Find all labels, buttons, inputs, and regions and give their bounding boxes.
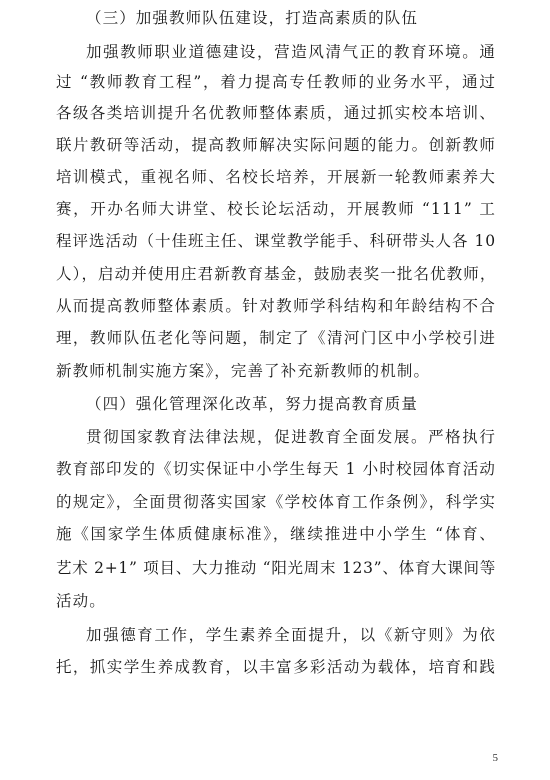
page-number: 5 (492, 752, 498, 764)
paragraph-line: 艺术 2+1” 项目、大力推动 “阳光周末 123”、体育大课间等 (56, 559, 496, 577)
paragraph-line: 过 “教师教育工程”，着力提高专任教师的业务水平，通过 (56, 73, 496, 91)
paragraph-line: 培训模式，重视名师、名校长培养，开展新一轮教师素养大 (56, 168, 496, 186)
paragraph-line: 从而提高教师整体素质。针对教师学科结构和年龄结构不合 (56, 297, 496, 315)
section-heading-4: （四）强化管理深化改革，努力提高教育质量 (86, 395, 419, 413)
paragraph-line: 程评选活动（十佳班主任、课堂教学能手、科研带头人各 10 (56, 232, 496, 250)
paragraph-line: 联片教研等活动，提高教师解决实际问题的能力。创新教师 (56, 136, 496, 154)
paragraph-line: 加强教师职业道德建设，营造风清气正的教育环境。通 (86, 43, 496, 61)
paragraph-line: 人），启动并使用庄君新教育基金，鼓励表奖一批名优教师， (56, 265, 497, 283)
paragraph-line: 新教师机制实施方案》，完善了补充新教师的机制。 (56, 362, 431, 380)
paragraph-line: 理，教师队伍老化等问题，制定了《清河门区中小学校引进 (56, 329, 496, 347)
paragraph-line: 教育部印发的《切实保证中小学生每天 1 小时校园体育活动 (56, 460, 496, 478)
paragraph-line: 贯彻国家教育法律法规，促进教育全面发展。严格执行 (86, 428, 496, 446)
paragraph-line: 加强德育工作，学生素养全面提升，以《新守则》为依 (86, 626, 496, 644)
paragraph-line: 施《国家学生体质健康标准》，继续推进中小学生 “体育、 (56, 525, 496, 543)
paragraph-line: 各级各类培训提升名优教师整体素质，通过抓实校本培训、 (56, 104, 496, 122)
paragraph-line: 的规定》，全面贯彻落实国家《学校体育工作条例》，科学实 (56, 493, 496, 511)
section-heading-3: （三）加强教师队伍建设，打造高素质的队伍 (86, 9, 419, 27)
paragraph-line: 活动。 (56, 592, 106, 610)
paragraph-line: 赛，开办名师大讲堂、校长论坛活动，开展教师 “111” 工 (56, 200, 496, 218)
paragraph-line: 托，抓实学生养成教育，以丰富多彩活动为载体，培育和践 (56, 658, 496, 676)
